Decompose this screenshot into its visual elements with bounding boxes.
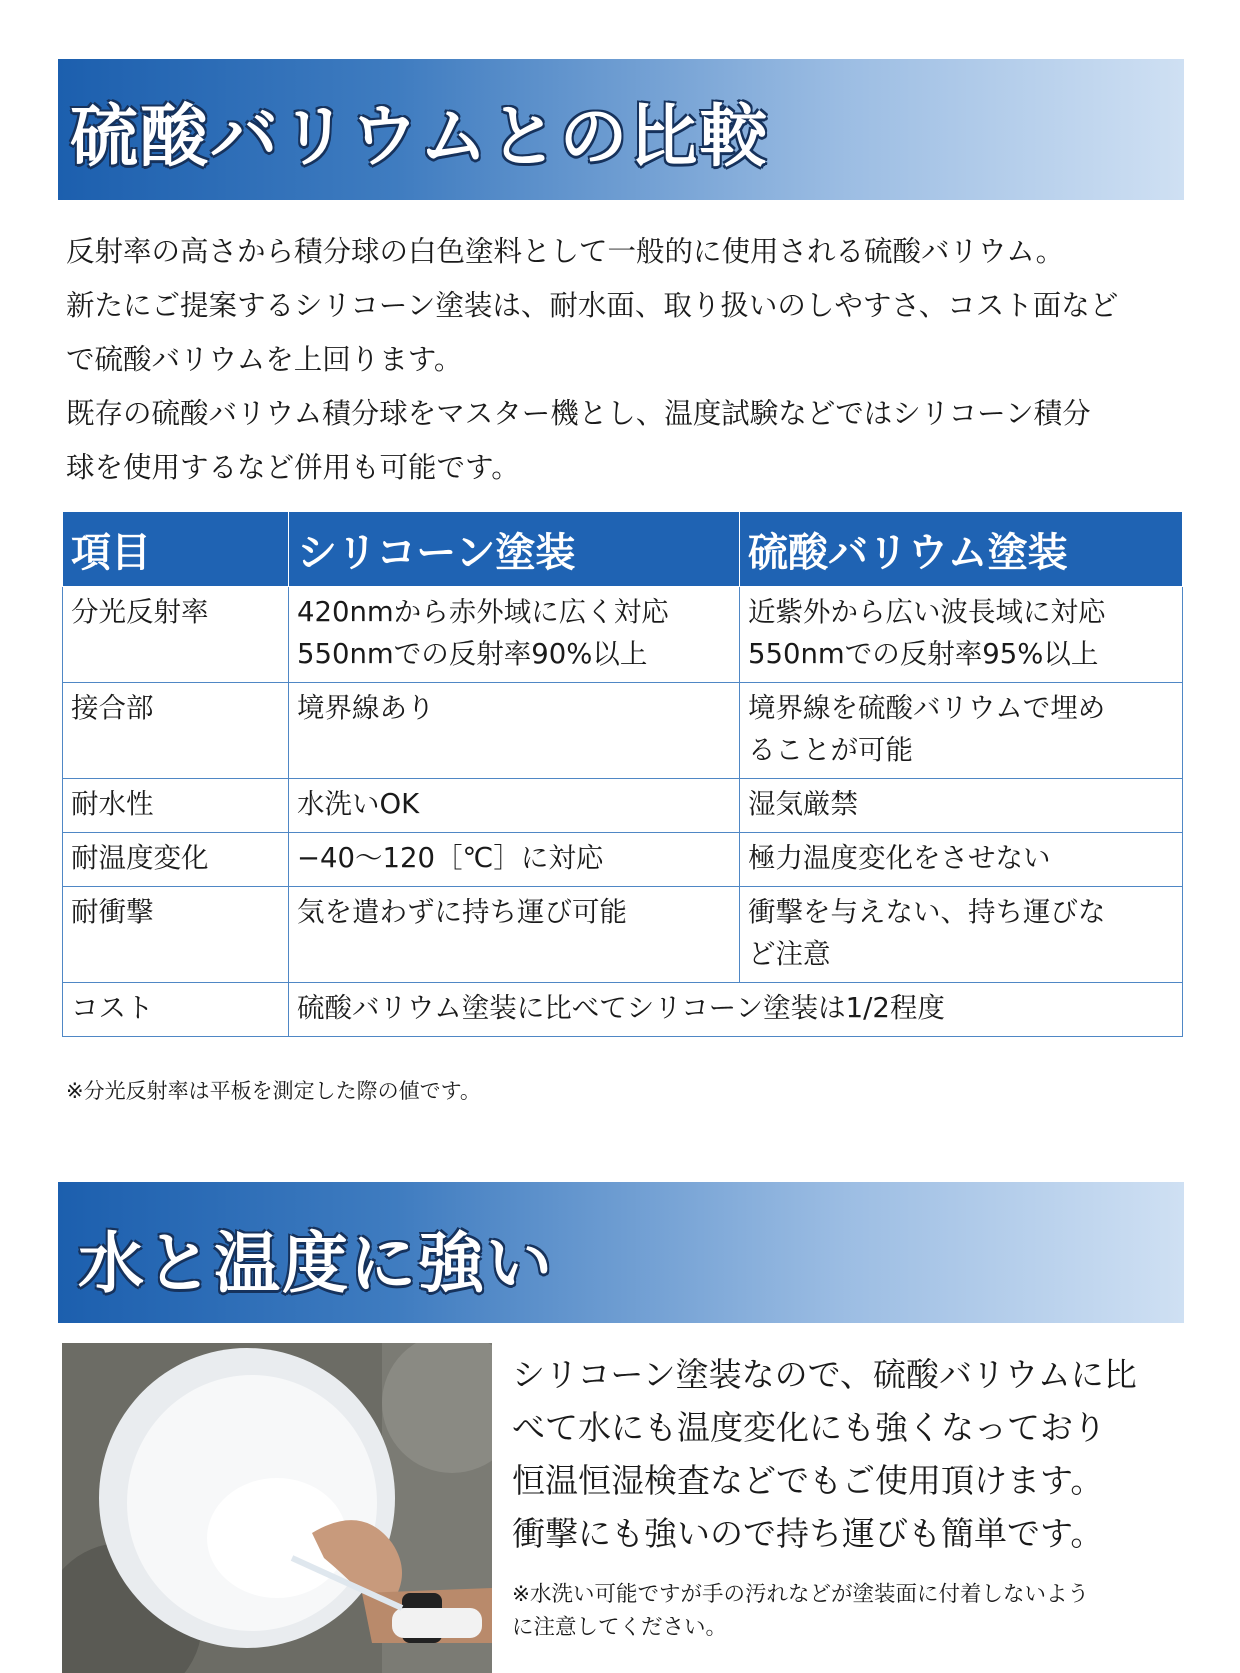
cell-line: ることが可能	[748, 734, 913, 766]
cell-line: 近紫外から広い波長域に対応	[748, 596, 1106, 628]
row-silicone	[289, 683, 740, 779]
table-row	[63, 683, 1183, 779]
description-line: シリコーン塗装なので、硫酸バリウムに比	[512, 1355, 1137, 1394]
section-title-comparison: 硫酸バリウムとの比較	[70, 98, 770, 177]
photo-illustration	[62, 1343, 492, 1673]
table-footnote: ※分光反射率は平板を測定した際の値です。	[66, 1079, 481, 1103]
intro-paragraph	[66, 225, 1186, 495]
washing-note	[512, 1578, 1089, 1644]
table-row-cost	[63, 983, 1183, 1037]
intro-line: 既存の硫酸バリウム積分球をマスター機とし、温度試験などではシリコーン積分	[66, 397, 1091, 430]
water-temperature-description	[512, 1348, 1137, 1560]
row-barium	[740, 587, 1183, 683]
cell-line: 420nmから赤外域に広く対応	[297, 596, 669, 628]
row-barium	[740, 887, 1183, 983]
description-line: べて水にも温度変化にも強くなっており	[512, 1408, 1106, 1447]
cell-line: 550nmでの反射率90%以上	[297, 638, 648, 670]
table-row	[63, 779, 1183, 833]
product-photo	[62, 1343, 492, 1673]
intro-line: 球を使用するなど併用も可能です。	[66, 451, 520, 484]
row-barium	[740, 683, 1183, 779]
cell-line: 境界線を硫酸バリウムで埋め	[748, 692, 1106, 724]
row-silicone	[289, 779, 740, 833]
note-line: ※水洗い可能ですが手の汚れなどが塗装面に付着しないよう	[512, 1582, 1090, 1607]
intro-line: 新たにご提案するシリコーン塗装は、耐水面、取り扱いのしやすさ、コスト面など	[66, 289, 1119, 322]
description-line: 衝撃にも強いので持ち運びも簡単です。	[512, 1514, 1104, 1553]
intro-line: で硫酸バリウムを上回ります。	[66, 343, 463, 376]
row-silicone	[289, 833, 740, 887]
note-line: に注意してください。	[512, 1615, 728, 1640]
row-item: 接合部	[63, 683, 289, 779]
row-item: 耐衝撃	[63, 887, 289, 983]
header-silicone: シリコーン塗装	[289, 512, 740, 587]
row-cost-value: 硫酸バリウム塗装に比べてシリコーン塗装は1/2程度	[289, 983, 1183, 1037]
cell-line: 水洗いOK	[297, 788, 420, 820]
row-barium	[740, 833, 1183, 887]
row-silicone	[289, 587, 740, 683]
table-row	[63, 587, 1183, 683]
section-title-water-temperature: 水と温度に強い	[78, 1225, 554, 1302]
row-item: 耐温度変化	[63, 833, 289, 887]
table-row	[63, 833, 1183, 887]
row-silicone	[289, 887, 740, 983]
row-item: コスト	[63, 983, 289, 1037]
table-row	[63, 887, 1183, 983]
cell-line: ど注意	[748, 938, 831, 970]
row-barium	[740, 779, 1183, 833]
description-line: 恒温恒湿検査などでもご使用頂けます。	[512, 1461, 1104, 1500]
cell-line: 湿気厳禁	[748, 788, 858, 820]
comparison-table	[62, 511, 1183, 1037]
table-header-row	[63, 512, 1183, 587]
header-item: 項目	[63, 512, 289, 587]
intro-line: 反射率の高さから積分球の白色塗料として一般的に使用される硫酸バリウム。	[66, 235, 1065, 268]
cell-line: −40～120［℃］に対応	[297, 842, 604, 874]
cell-line: 境界線あり	[297, 692, 435, 724]
cell-line: 550nmでの反射率95%以上	[748, 638, 1099, 670]
section-banner-comparison	[58, 59, 1184, 200]
section-banner-water-temperature	[58, 1182, 1184, 1323]
cell-line: 気を遣わずに持ち運び可能	[297, 896, 627, 928]
row-item: 分光反射率	[63, 587, 289, 683]
cell-line: 極力温度変化をさせない	[748, 842, 1051, 874]
cell-line: 衝撃を与えない、持ち運びな	[748, 896, 1106, 928]
header-barium: 硫酸バリウム塗装	[740, 512, 1183, 587]
row-item: 耐水性	[63, 779, 289, 833]
